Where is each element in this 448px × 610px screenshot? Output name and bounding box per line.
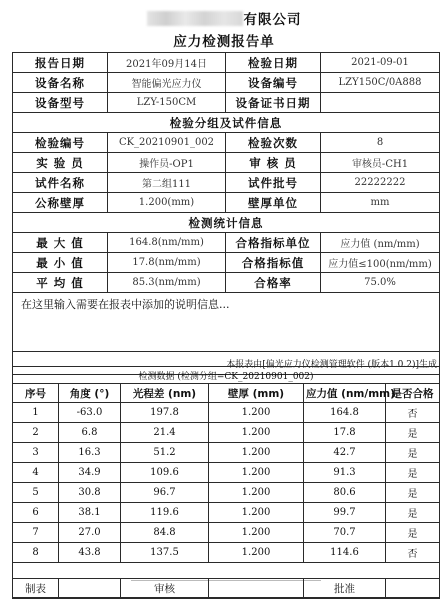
group-row-thickness xyxy=(13,193,440,213)
device-no-label: 设备编号 xyxy=(226,73,321,93)
table-row xyxy=(13,403,440,423)
group-row-people xyxy=(13,153,440,173)
notes-text[interactable]: 在这里输入需要在报表中添加的说明信息... xyxy=(13,293,440,352)
table-cell: 是 xyxy=(386,463,440,483)
table-row xyxy=(13,443,440,463)
signature-row xyxy=(13,579,440,599)
table-cell: 1 xyxy=(13,403,59,423)
cert-date-value xyxy=(321,93,440,113)
table-cell: 137.5 xyxy=(121,543,209,563)
data-rows xyxy=(13,403,440,563)
table-cell: 1.200 xyxy=(209,463,304,483)
table-cell: 51.2 xyxy=(121,443,209,463)
stats-section-title: 检测统计信息 xyxy=(13,213,440,233)
info-row-model xyxy=(13,93,440,113)
table-cell: 1.200 xyxy=(209,443,304,463)
column-header: 壁厚 (mm) xyxy=(209,384,304,403)
inspector-label: 实 验 员 xyxy=(13,153,108,173)
table-cell: 是 xyxy=(386,523,440,543)
column-header: 是否合格 xyxy=(386,384,440,403)
batch-value: 22222222 xyxy=(321,173,440,193)
table-cell: 6.8 xyxy=(59,423,121,443)
table-cell: 是 xyxy=(386,503,440,523)
company-name-text: 有限公司 xyxy=(243,12,302,28)
table-cell: 是 xyxy=(386,483,440,503)
table-cell: 99.7 xyxy=(304,503,386,523)
inspect-date-label: 检验日期 xyxy=(226,53,321,73)
table-cell: 34.9 xyxy=(59,463,121,483)
table-row xyxy=(13,483,440,503)
device-model-label: 设备型号 xyxy=(13,93,108,113)
info-row-date xyxy=(13,53,440,73)
table-cell: 84.8 xyxy=(121,523,209,543)
info-table xyxy=(12,52,440,375)
table-row xyxy=(13,423,440,443)
group-row-specimen xyxy=(13,173,440,193)
data-title-row xyxy=(13,367,440,384)
table-row xyxy=(13,543,440,563)
info-row-device xyxy=(13,73,440,93)
max-label: 最 大 值 xyxy=(13,233,108,253)
approver-label: 批准 xyxy=(304,579,386,599)
table-cell: 21.4 xyxy=(121,423,209,443)
table-cell: 30.8 xyxy=(59,483,121,503)
table-cell: 91.3 xyxy=(304,463,386,483)
pass-rate-value: 75.0% xyxy=(321,273,440,293)
device-name-value: 智能偏光应力仪 xyxy=(108,73,226,93)
report-date-label: 报告日期 xyxy=(13,53,108,73)
column-header: 应力值 (nm/mm) xyxy=(304,384,386,403)
device-no-value: LZY150C/0A888 xyxy=(321,73,440,93)
min-label: 最 小 值 xyxy=(13,253,108,273)
avg-value: 85.3(nm/mm) xyxy=(108,273,226,293)
stats-section-row xyxy=(13,213,440,233)
table-cell: 5 xyxy=(13,483,59,503)
auditor-value: 审核员-CH1 xyxy=(321,153,440,173)
inspector-value: 操作员-OP1 xyxy=(108,153,226,173)
specimen-name-label: 试件名称 xyxy=(13,173,108,193)
table-cell: 109.6 xyxy=(121,463,209,483)
table-cell: 1.200 xyxy=(209,543,304,563)
table-cell: 7 xyxy=(13,523,59,543)
table-cell: 197.8 xyxy=(121,403,209,423)
specimen-name-value: 第二组111 xyxy=(108,173,226,193)
max-value: 164.8(nm/mm) xyxy=(108,233,226,253)
table-cell: 1.200 xyxy=(209,403,304,423)
thickness-value: 1.200(mm) xyxy=(108,193,226,213)
approver-sign-field[interactable] xyxy=(386,579,440,599)
table-cell: 6 xyxy=(13,503,59,523)
table-cell: 3 xyxy=(13,443,59,463)
table-cell: 是 xyxy=(386,423,440,443)
table-cell: 1.200 xyxy=(209,483,304,503)
checker-sign-field[interactable] xyxy=(209,579,304,599)
table-cell: 1.200 xyxy=(209,503,304,523)
report-title: 应力检测报告单 xyxy=(173,34,275,50)
table-cell: -63.0 xyxy=(59,403,121,423)
data-table xyxy=(12,366,440,598)
group-row-code xyxy=(13,133,440,153)
notes-row xyxy=(13,293,440,352)
inspection-code-label: 检验编号 xyxy=(13,133,108,153)
thickness-unit-label: 壁厚单位 xyxy=(226,193,321,213)
inspection-code-value: CK_20210901_002 xyxy=(108,133,226,153)
inspection-count-value: 8 xyxy=(321,133,440,153)
thickness-label: 公称壁厚 xyxy=(13,193,108,213)
batch-label: 试件批号 xyxy=(226,173,321,193)
table-cell: 43.8 xyxy=(59,543,121,563)
cert-date-label: 设备证书日期 xyxy=(226,93,321,113)
group-section-row xyxy=(13,113,440,133)
checker-label: 审核 xyxy=(121,579,209,599)
inspection-count-label: 检验次数 xyxy=(226,133,321,153)
stats-row-avg xyxy=(13,273,440,293)
table-cell: 是 xyxy=(386,443,440,463)
table-row xyxy=(13,503,440,523)
thickness-unit-value: mm xyxy=(321,193,440,213)
maker-label: 制表 xyxy=(13,579,59,599)
table-cell: 17.8 xyxy=(304,423,386,443)
device-model-value: LZY-150CM xyxy=(108,93,226,113)
table-row xyxy=(13,523,440,543)
table-cell: 8 xyxy=(13,543,59,563)
data-table-title: 检测数据 (检测分组=CK_20210901_002) xyxy=(13,367,440,384)
criterion-unit-label: 合格指标单位 xyxy=(226,233,321,253)
data-header-row xyxy=(13,384,440,403)
table-cell: 4 xyxy=(13,463,59,483)
generator-note: 本报表由[偏光应力仪检测管理软件 (版本1.0.2)]生成 xyxy=(13,352,440,375)
criterion-label: 合格指标值 xyxy=(226,253,321,273)
avg-label: 平 均 值 xyxy=(13,273,108,293)
pass-rate-label: 合格率 xyxy=(226,273,321,293)
table-cell: 119.6 xyxy=(121,503,209,523)
stats-row-max xyxy=(13,233,440,253)
table-cell: 96.7 xyxy=(121,483,209,503)
column-header: 角度 (°) xyxy=(59,384,121,403)
table-cell: 否 xyxy=(386,403,440,423)
redacted-company-prefix xyxy=(147,11,243,26)
table-row xyxy=(13,463,440,483)
table-cell: 1.200 xyxy=(209,423,304,443)
stats-row-min xyxy=(13,253,440,273)
column-header: 光程差 (nm) xyxy=(121,384,209,403)
min-value: 17.8(nm/mm) xyxy=(108,253,226,273)
table-cell: 114.6 xyxy=(304,543,386,563)
report-date-value: 2021年09月14日 xyxy=(108,53,226,73)
criterion-value: 应力值≤100(nm/mm) xyxy=(321,253,440,273)
table-cell: 80.6 xyxy=(304,483,386,503)
inspect-date-value: 2021-09-01 xyxy=(321,53,440,73)
table-cell: 38.1 xyxy=(59,503,121,523)
table-cell: 27.0 xyxy=(59,523,121,543)
auditor-label: 审 核 员 xyxy=(226,153,321,173)
table-cell: 42.7 xyxy=(304,443,386,463)
table-cell: 70.7 xyxy=(304,523,386,543)
table-cell: 2 xyxy=(13,423,59,443)
table-cell: 16.3 xyxy=(59,443,121,463)
signature-table xyxy=(12,578,440,599)
company-name xyxy=(0,8,448,28)
maker-sign-field[interactable] xyxy=(59,579,121,599)
table-cell: 1.200 xyxy=(209,523,304,543)
column-header: 序号 xyxy=(13,384,59,403)
criterion-unit-value: 应力值 (nm/mm) xyxy=(321,233,440,253)
table-cell: 否 xyxy=(386,543,440,563)
table-cell: 164.8 xyxy=(304,403,386,423)
group-section-title: 检验分组及试件信息 xyxy=(13,113,440,133)
device-name-label: 设备名称 xyxy=(13,73,108,93)
